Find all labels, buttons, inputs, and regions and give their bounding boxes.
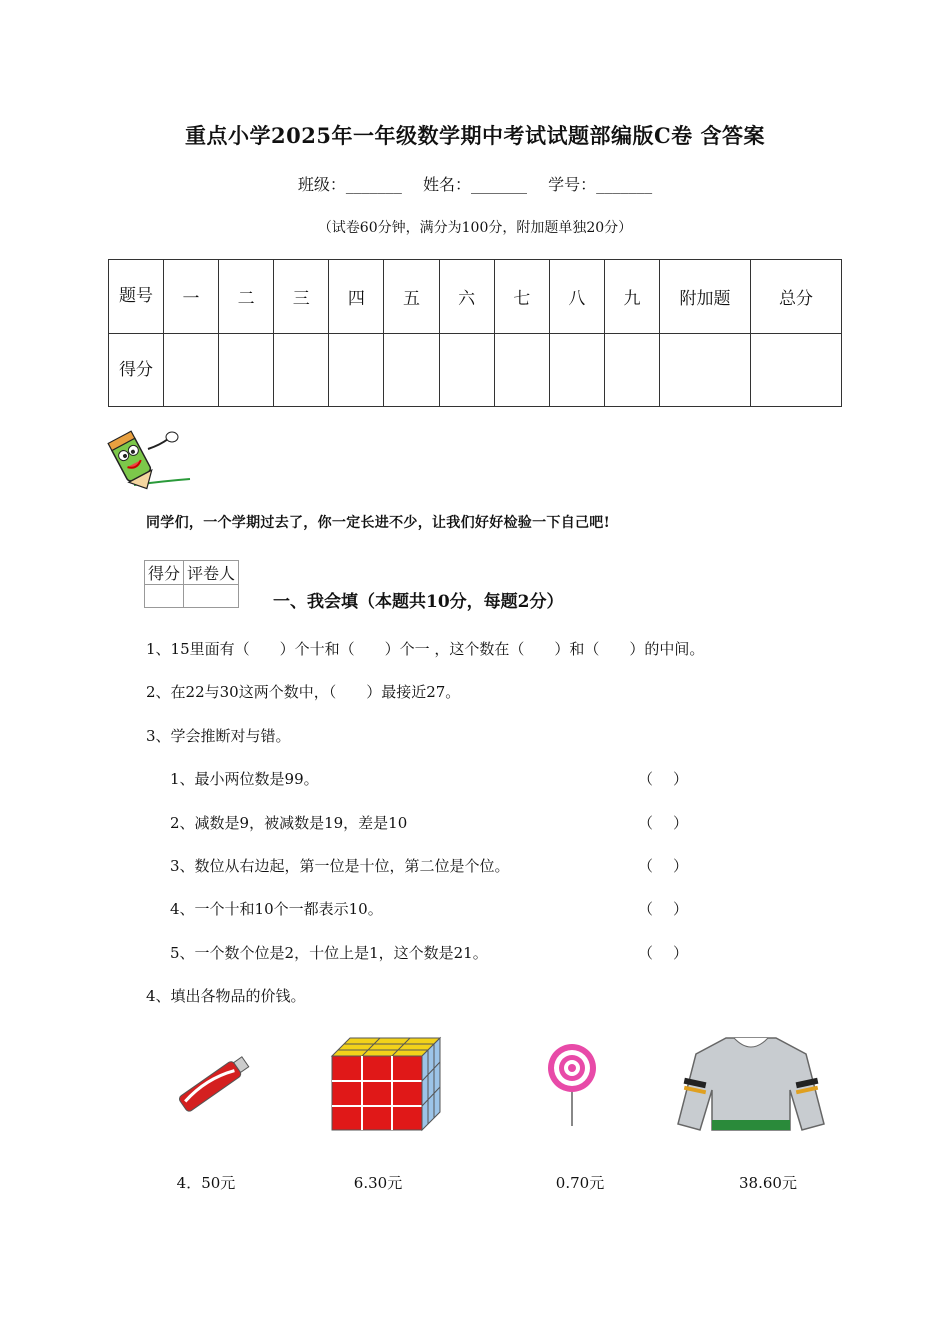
score-cell[interactable] (384, 333, 439, 407)
intro-text: 同学们，一个学期过去了，你一定长进不少，让我们好好检验一下自己吧! (146, 515, 611, 531)
judge-item: 2、减数是9，被减数是19，差是10 (170, 814, 408, 832)
page-title: 重点小学2025年一年级数学期中考试试题部编版C卷 含答案 (185, 123, 765, 148)
judge-item: 4、一个十和10个一都表示10。 (170, 900, 383, 918)
rubiks-cube-icon (328, 1036, 444, 1134)
score-cell[interactable] (549, 333, 604, 407)
score-cell[interactable] (145, 585, 184, 608)
price-label: 4．50元 (176, 1174, 236, 1192)
column-header: 二 (219, 260, 274, 334)
answer-paren[interactable]: （） (638, 814, 709, 832)
column-header: 三 (274, 260, 329, 334)
class-field[interactable]: 班级：_______ (297, 175, 402, 194)
question-3: 3、学会推断对与错。 (146, 727, 291, 745)
answer-paren[interactable]: （） (638, 944, 709, 962)
judge-item: 5、一个数个位是2，十位上是1，这个数是21。 (170, 944, 488, 962)
score-cell[interactable] (329, 333, 384, 407)
column-header: 四 (329, 260, 384, 334)
score-label: 得分 (145, 561, 184, 585)
column-header: 六 (439, 260, 494, 334)
judge-item: 3、数位从右边起，第一位是十位，第二位是个位。 (170, 857, 510, 875)
grader-cell[interactable] (184, 585, 239, 608)
answer-paren[interactable]: （） (638, 900, 709, 918)
column-header: 总分 (751, 260, 842, 334)
column-header: 一 (164, 260, 219, 334)
answer-paren[interactable]: （） (638, 857, 709, 875)
student-info (0, 172, 950, 195)
score-cell[interactable] (274, 333, 329, 407)
judge-item: 1、最小两位数是99。 (170, 770, 319, 788)
grader-table (144, 560, 239, 608)
name-field[interactable]: 姓名：_______ (422, 175, 527, 194)
exam-note: （试卷60分钟，满分为100分，附加题单独20分） (317, 220, 633, 236)
score-table (108, 259, 842, 407)
pencil-mascot-icon (104, 423, 194, 493)
question-4: 4、填出各物品的价钱。 (146, 987, 306, 1005)
score-cell[interactable] (439, 333, 494, 407)
sweater-icon (676, 1034, 826, 1136)
column-header: 八 (549, 260, 604, 334)
price-label: 6.30元 (353, 1174, 403, 1192)
score-cell[interactable] (494, 333, 549, 407)
score-cell[interactable] (604, 333, 659, 407)
score-cell[interactable] (660, 333, 751, 407)
section-title: 一、我会填（本题共10分，每题2分） (273, 592, 564, 612)
grader-label: 评卷人 (184, 561, 239, 585)
score-cell[interactable] (751, 333, 842, 407)
question-1: 1、15里面有（ ）个十和（ ）个一 ，这个数在（ ）和（ ）的中间。 (146, 640, 705, 658)
score-cell[interactable] (219, 333, 274, 407)
column-header: 七 (494, 260, 549, 334)
score-cell[interactable] (164, 333, 219, 407)
id-field[interactable]: 学号：_______ (548, 175, 653, 194)
price-label: 0.70元 (555, 1174, 605, 1192)
column-header: 附加题 (660, 260, 751, 334)
toothpaste-icon (170, 1048, 260, 1118)
answer-paren[interactable]: （） (638, 770, 709, 788)
question-2: 2、在22与30这两个数中，（ ）最接近27。 (146, 683, 461, 701)
lollipop-icon (540, 1040, 604, 1130)
header-cell: 题号 (109, 260, 164, 334)
header-cell: 得分 (109, 333, 164, 407)
price-label: 38.60元 (739, 1174, 797, 1192)
column-header: 五 (384, 260, 439, 334)
column-header: 九 (604, 260, 659, 334)
